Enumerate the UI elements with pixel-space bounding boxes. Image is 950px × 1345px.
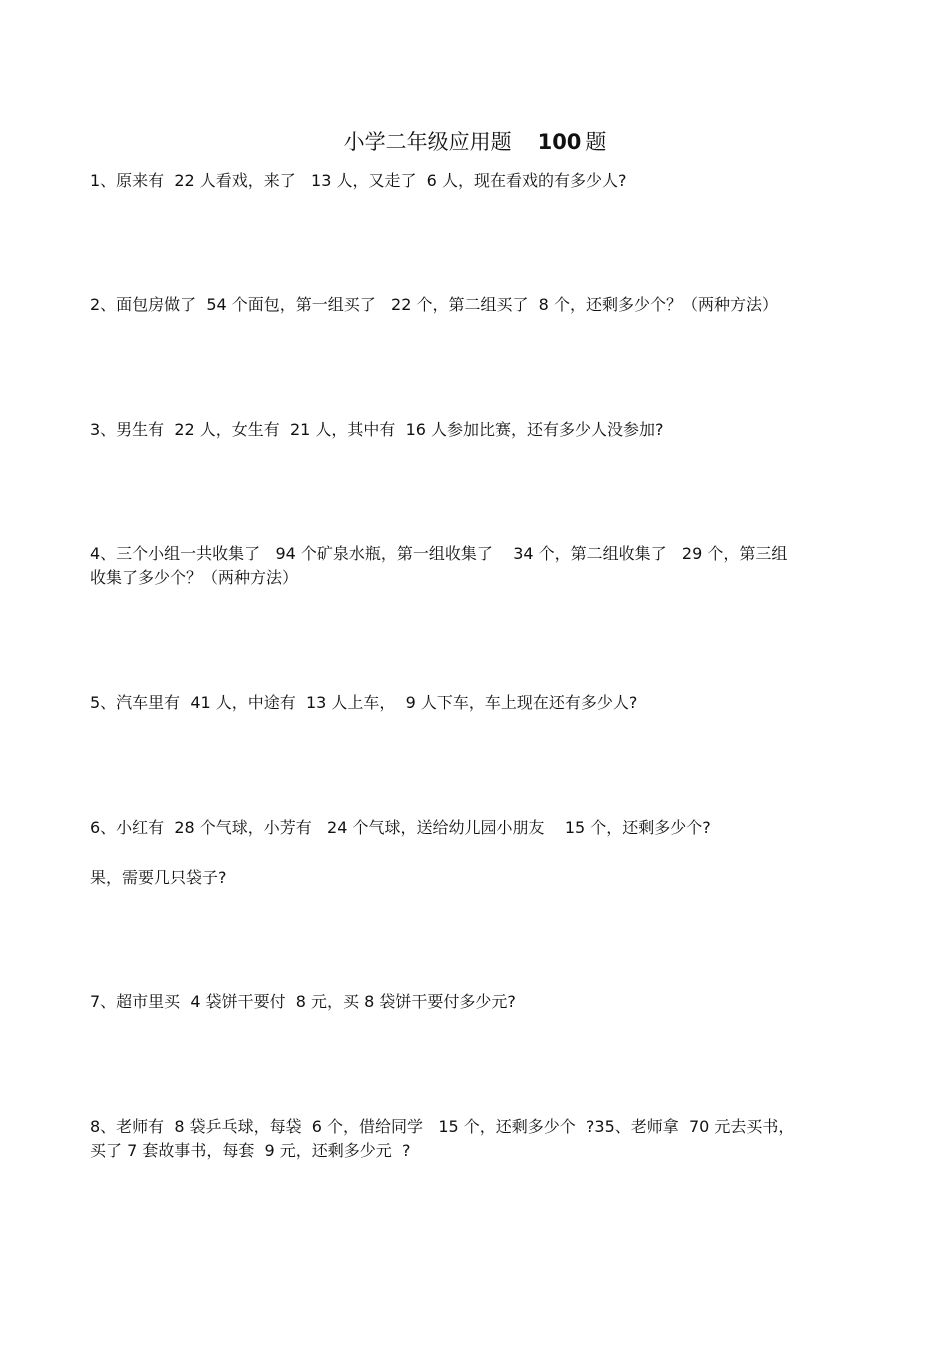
title-number: 100 xyxy=(537,130,582,154)
question-4-line-2: 收集了多少个？（两种方法） xyxy=(90,568,299,587)
page-title xyxy=(0,127,950,157)
question-2: 2、面包房做了 54 个面包，第一组买了 22 个，第二组买了 8 个，还剩多少个？（两种方法） xyxy=(90,295,778,314)
title-text: 小学二年级应用题 xyxy=(343,130,512,154)
title-suffix: 题 xyxy=(585,130,607,154)
question-6-line-2: 果，需要几只袋子? xyxy=(90,868,227,887)
question-7: 7、超市里买 4 袋饼干要付 8 元，买 8 袋饼干要付多少元? xyxy=(90,992,516,1011)
question-3: 3、男生有 22 人，女生有 21 人，其中有 16 人参加比赛，还有多少人没参加? xyxy=(90,420,664,439)
question-6-line-1: 6、小红有 28 个气球，小芳有 24 个气球，送给幼儿园小朋友 15 个，还剩多少个? xyxy=(90,818,711,837)
question-5: 5、汽车里有 41 人，中途有 13 人上车， 9 人下车，车上现在还有多少人? xyxy=(90,693,638,712)
question-1: 1、原来有 22 人看戏，来了 13 人，又走了 6 人，现在看戏的有多少人? xyxy=(90,171,627,190)
question-8-line-1: 8、老师有 8 袋乒乓球，每袋 6 个，借给同学 15 个，还剩多少个 ?35、老师拿 70 元去买书， xyxy=(90,1117,795,1136)
question-4-line-1: 4、三个小组一共收集了 94 个矿泉水瓶，第一组收集了 34 个，第二组收集了 29 个，第三组 xyxy=(90,544,788,563)
question-8-line-2: 买了 7 套故事书，每套 9 元，还剩多少元 ? xyxy=(90,1141,411,1160)
